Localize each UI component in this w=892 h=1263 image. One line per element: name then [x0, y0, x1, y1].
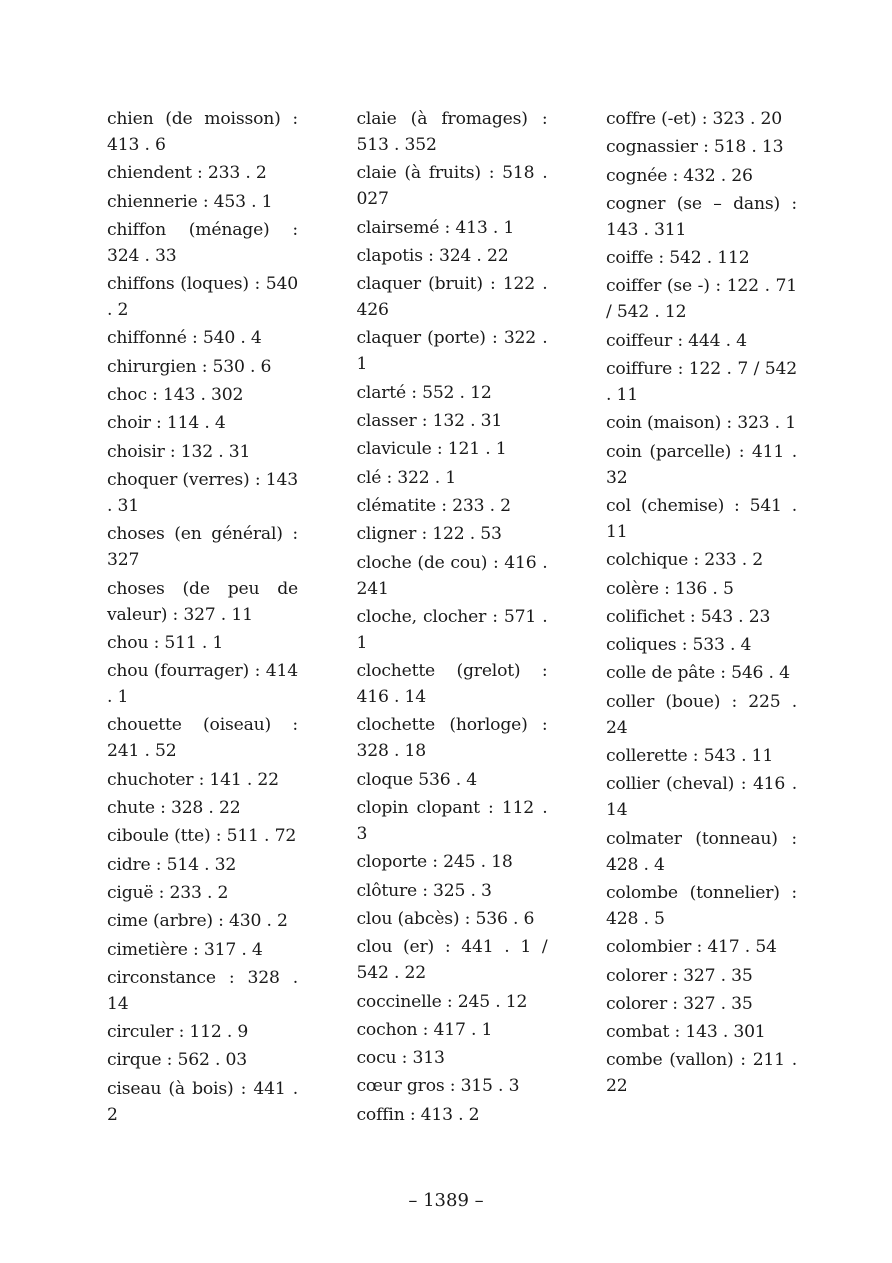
index-entry: collerette : 543 . 11 — [606, 746, 774, 767]
index-entry: ciseau (à bois) : 441 . 2 — [107, 1078, 298, 1125]
index-entry: colorer : 327 . 35 — [606, 993, 753, 1014]
index-entry: chiffon (ménage) : 324 . 33 — [107, 219, 298, 266]
index-entry: clapotis : 324 . 22 — [356, 245, 509, 266]
index-entry: coiffure : 122 . 7 / 542 . 11 — [606, 359, 797, 406]
index-entry: coiffer (se -) : 122 . 71 / 542 . 12 — [606, 276, 797, 323]
index-entry: cloche (de cou) : 416 . 241 — [356, 552, 548, 599]
index-entry: clochette (grelot) : 416 . 14 — [356, 661, 548, 708]
index-entry: coin (parcelle) : 411 . 32 — [606, 441, 797, 488]
index-entry: chouette (oiseau) : 241 . 52 — [107, 715, 298, 762]
index-column-1 — [107, 106, 298, 1130]
index-entry: clou (abcès) : 536 . 6 — [356, 908, 535, 929]
index-entry: coffre (-et) : 323 . 20 — [606, 109, 783, 129]
index-entry: colorer : 327 . 35 — [606, 965, 753, 986]
index-entry: colombe (tonnelier) : 428 . 5 — [606, 882, 797, 929]
index-entry: chuchoter : 141 . 22 — [107, 769, 279, 790]
index-entry: choisir : 132 . 31 — [107, 441, 251, 462]
index-entry: chou : 511 . 1 — [107, 632, 224, 653]
index-entry: chute : 328 . 22 — [107, 798, 241, 819]
index-entry: coller (boue) : 225 . 24 — [606, 691, 797, 738]
index-entry: clou (er) : 441 . 1 / 542 . 22 — [356, 937, 548, 984]
index-entry: claquer (porte) : 322 . 1 — [356, 328, 548, 375]
index-entry: cime (arbre) : 430 . 2 — [107, 911, 288, 932]
index-entry: classer : 132 . 31 — [356, 411, 503, 432]
index-entry: clôture : 325 . 3 — [356, 880, 492, 901]
index-entry: clarté : 552 . 12 — [356, 382, 492, 403]
index-entry: coliques : 533 . 4 — [606, 635, 752, 656]
index-entry: colère : 136 . 5 — [606, 578, 734, 599]
index-entry: circuler : 112 . 9 — [107, 1022, 249, 1043]
index-entry: chiennerie : 453 . 1 — [107, 191, 273, 212]
index-entry: cidre : 514 . 32 — [107, 854, 237, 875]
index-entry: cocu : 313 — [356, 1048, 445, 1069]
index-entry: ciguë : 233 . 2 — [107, 882, 229, 903]
index-entry: cognassier : 518 . 13 — [606, 137, 784, 158]
index-entry: choc : 143 . 302 — [107, 385, 244, 406]
index-columns — [107, 106, 797, 1130]
index-entry: collier (cheval) : 416 . 14 — [606, 774, 797, 821]
index-entry: cognée : 432 . 26 — [606, 165, 753, 186]
index-entry: coiffe : 542 . 112 — [606, 248, 750, 269]
index-entry: ciboule (tte) : 511 . 72 — [107, 826, 297, 847]
index-entry: cirque : 562 . 03 — [107, 1050, 247, 1071]
index-entry: chiffons (loques) : 540 . 2 — [107, 274, 298, 321]
index-entry: cochon : 417 . 1 — [356, 1019, 493, 1040]
index-entry: colmater (tonneau) : 428 . 4 — [606, 828, 797, 875]
index-entry: choses (de peu de valeur) : 327 . 11 — [107, 578, 298, 625]
index-entry: chien (de moisson) : 413 . 6 — [107, 109, 298, 155]
index-entry: circonstance : 328 . 14 — [107, 967, 298, 1014]
index-entry: choses (en général) : 327 — [107, 524, 298, 571]
index-entry: cloque 536 . 4 — [356, 769, 478, 790]
index-entry: combe (vallon) : 211 . 22 — [606, 1050, 797, 1097]
index-entry: colle de pâte : 546 . 4 — [606, 663, 790, 684]
index-entry: colombier : 417 . 54 — [606, 937, 777, 958]
index-entry: clopin clopant : 112 . 3 — [356, 798, 548, 845]
index-entry: cligner : 122 . 53 — [356, 524, 502, 545]
index-entry: colchique : 233 . 2 — [606, 550, 763, 571]
index-entry: colifichet : 543 . 23 — [606, 606, 771, 627]
index-entry: claquer (bruit) : 122 . 426 — [356, 274, 548, 321]
index-entry: coffin : 413 . 2 — [356, 1104, 480, 1125]
index-entry: clochette (horloge) : 328 . 18 — [356, 715, 548, 762]
index-entry: cogner (se – dans) : 143 . 311 — [606, 193, 797, 240]
index-entry: col (chemise) : 541 . 11 — [606, 495, 797, 542]
index-entry: claie (à fromages) : 513 . 352 — [356, 109, 548, 155]
index-entry: claie (à fruits) : 518 . 027 — [356, 163, 548, 210]
index-entry: clématite : 233 . 2 — [356, 495, 511, 516]
index-entry: choir : 114 . 4 — [107, 413, 226, 434]
index-entry: chou (fourrager) : 414 . 1 — [107, 661, 298, 708]
index-entry: chirurgien : 530 . 6 — [107, 356, 272, 377]
index-entry: choquer (verres) : 143 . 31 — [107, 469, 298, 516]
index-entry: clé : 322 . 1 — [356, 467, 457, 488]
index-entry: clavicule : 121 . 1 — [356, 439, 507, 460]
index-entry: cimetière : 317 . 4 — [107, 939, 263, 960]
index-entry: clairsemé : 413 . 1 — [356, 217, 515, 238]
index-column-2 — [357, 106, 548, 1130]
index-entry: combat : 143 . 301 — [606, 1022, 766, 1043]
index-entry: coin (maison) : 323 . 1 — [606, 413, 796, 434]
index-entry: cloche, clocher : 571 . 1 — [356, 606, 548, 653]
index-entry: cœur gros : 315 . 3 — [356, 1076, 520, 1097]
index-entry: chiffonné : 540 . 4 — [107, 328, 262, 349]
index-entry: coccinelle : 245 . 12 — [356, 991, 528, 1012]
index-entry: cloporte : 245 . 18 — [356, 852, 513, 873]
page-number: – 1389 – — [408, 1190, 484, 1211]
index-entry: chiendent : 233 . 2 — [107, 163, 267, 184]
index-column-3 — [606, 106, 797, 1130]
index-entry: coiffeur : 444 . 4 — [606, 330, 747, 351]
